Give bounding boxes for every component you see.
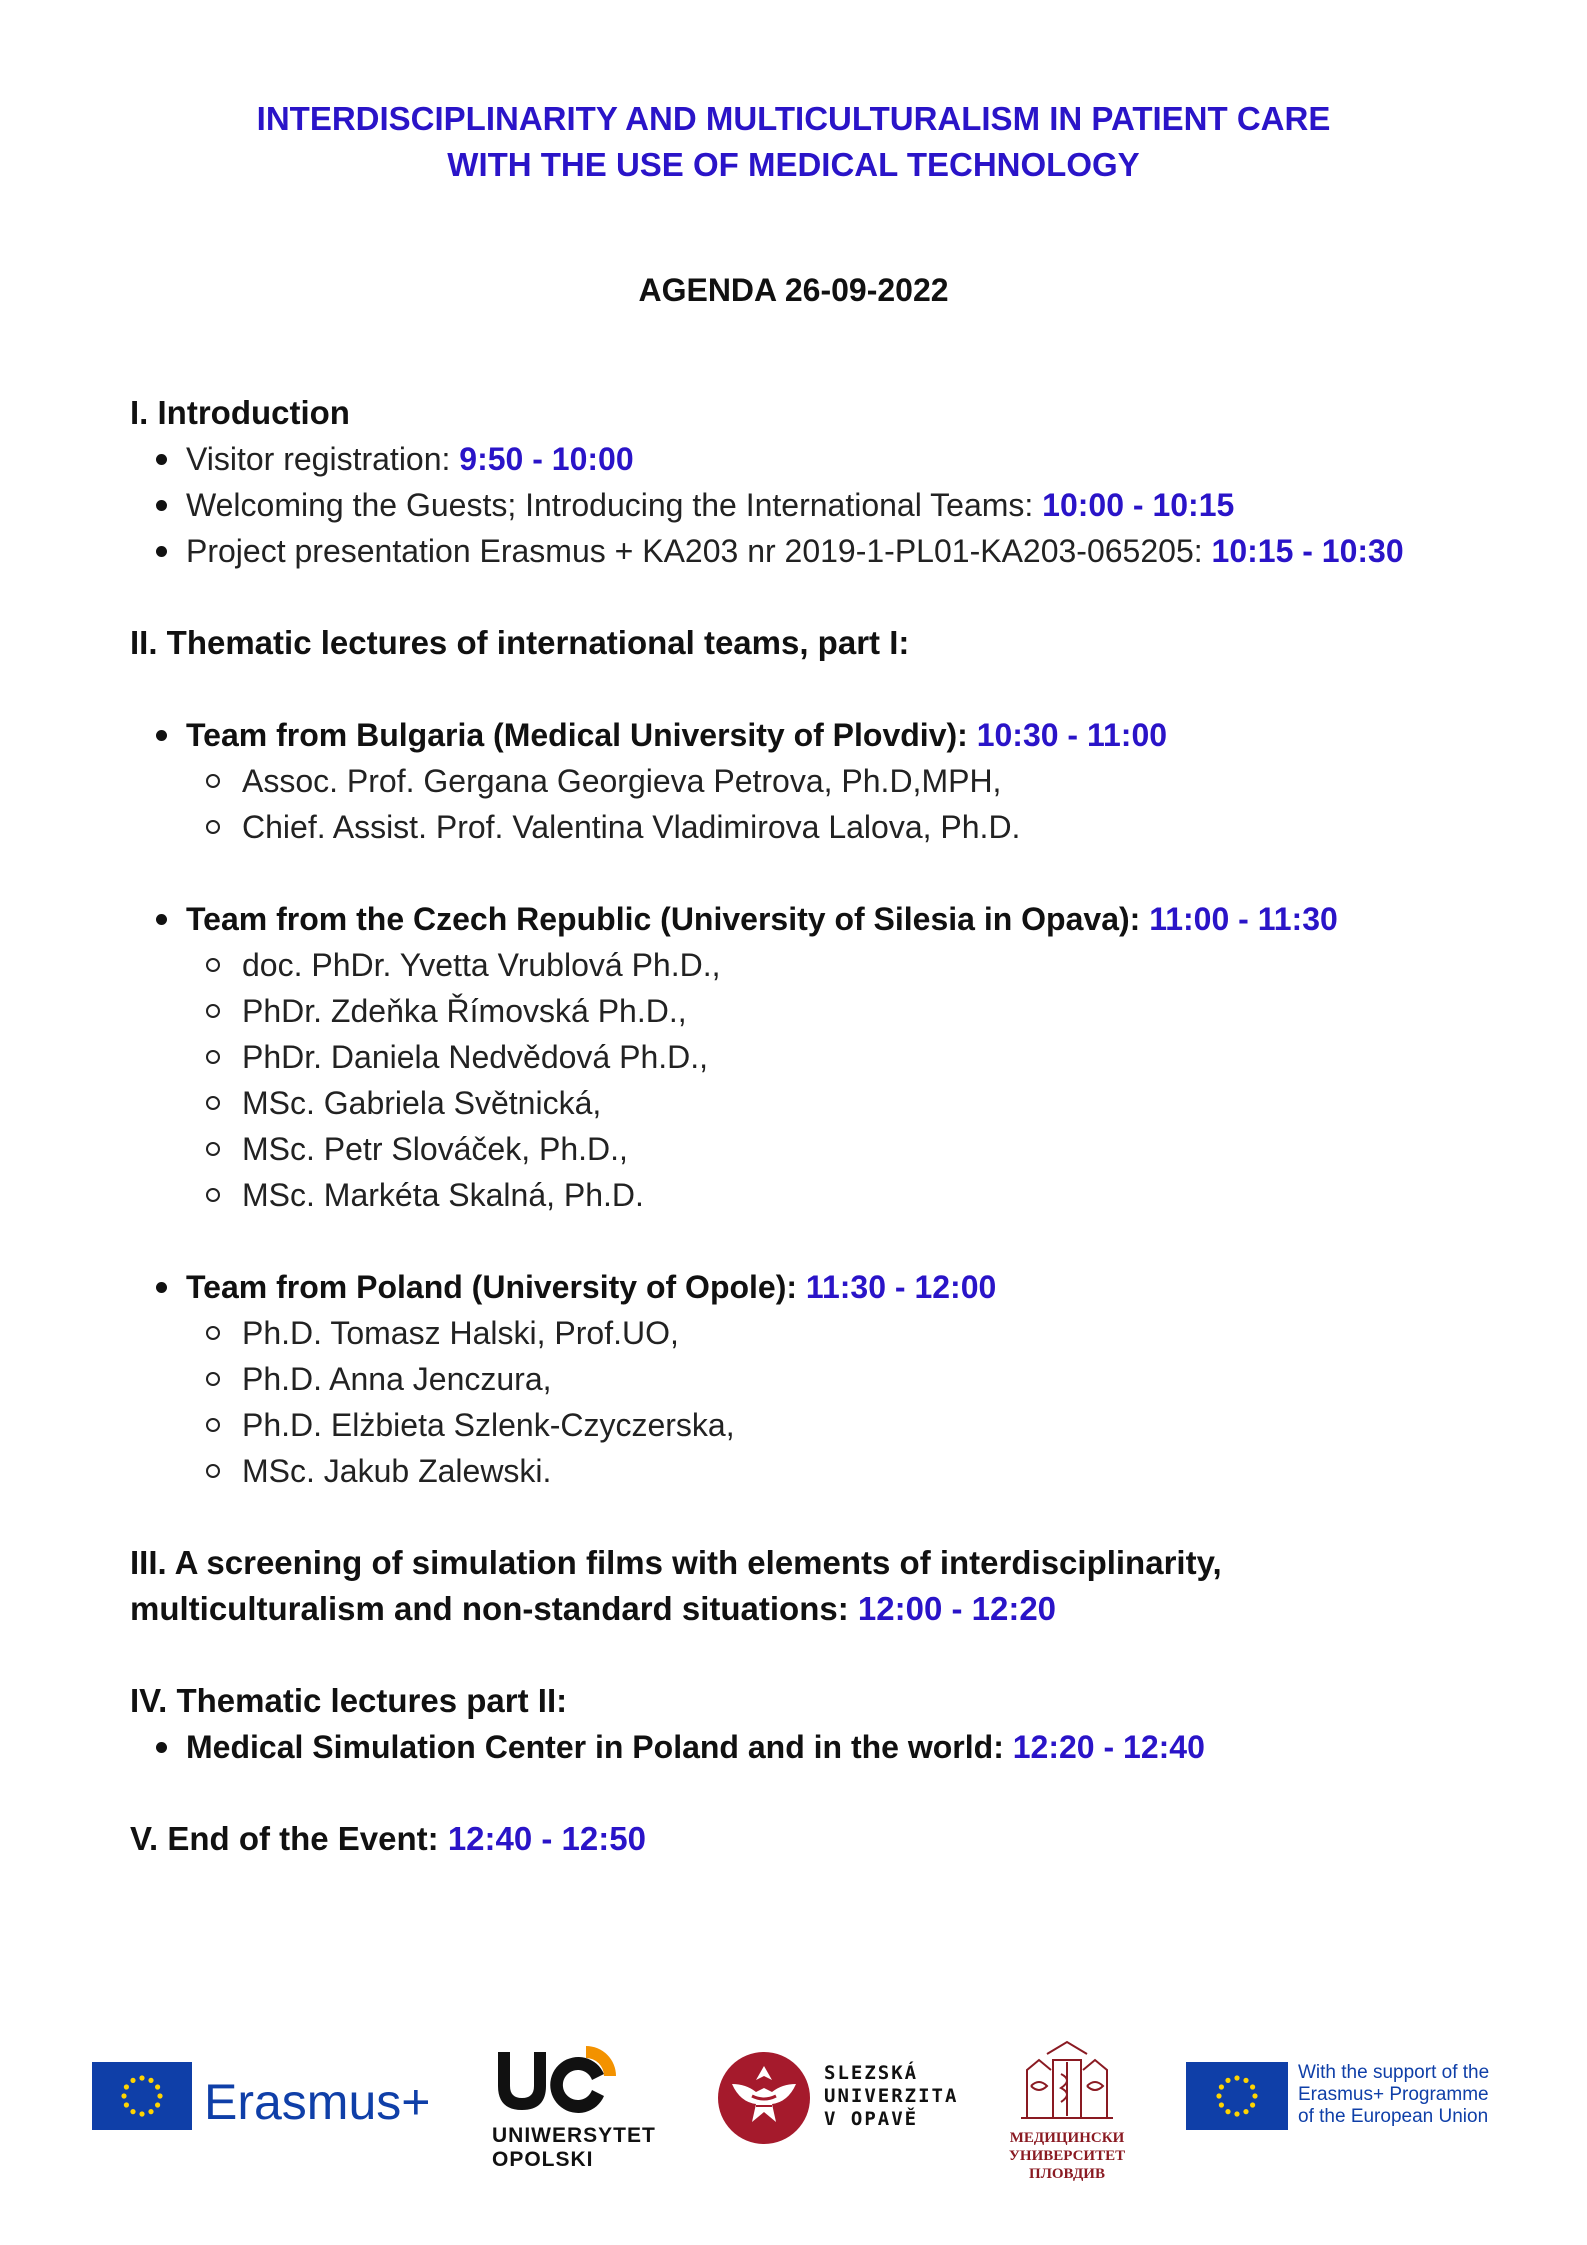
agenda-content bbox=[130, 390, 1530, 1862]
screening-text: multiculturalism and non-standard situations: bbox=[130, 1590, 858, 1627]
team-label: Team from Bulgaria (Medical University of Plovdiv): bbox=[186, 717, 977, 753]
silesia-name-line3: V OPAVĚ bbox=[824, 2108, 919, 2130]
eu-support-line1: With the support of the bbox=[1298, 2062, 1490, 2083]
time-slot: 11:00 - 11:30 bbox=[1149, 901, 1338, 937]
plovdiv-crest-icon bbox=[1017, 2040, 1117, 2124]
eu-support-line2: Erasmus+ Programme bbox=[1298, 2084, 1489, 2105]
team-list-poland bbox=[130, 1264, 1530, 1494]
team-item-poland bbox=[130, 1264, 1530, 1494]
eu-flag-icon bbox=[92, 2062, 192, 2130]
partner-logos bbox=[0, 2040, 1587, 2200]
team-item-bulgaria bbox=[130, 712, 1530, 850]
member-item: Ph.D. Elżbieta Szlenk-Czyczerska, bbox=[186, 1402, 1530, 1448]
member-item: MSc. Petr Slováček, Ph.D., bbox=[186, 1126, 1530, 1172]
uo-name-line2: OPOLSKI bbox=[492, 2148, 594, 2171]
silesian-eagle-icon bbox=[716, 2050, 812, 2146]
time-slot: 10:15 - 10:30 bbox=[1211, 533, 1404, 569]
member-item: doc. PhDr. Yvetta Vrublová Ph.D., bbox=[186, 942, 1530, 988]
erasmus-wordmark: Erasmus+ bbox=[204, 2074, 431, 2130]
section-screening-line2 bbox=[130, 1586, 1530, 1632]
plovdiv-name-line3: ПЛОВДИВ bbox=[1029, 2166, 1105, 2182]
member-item: Ph.D. Tomasz Halski, Prof.UO, bbox=[186, 1310, 1530, 1356]
team-label: Team from the Czech Republic (University of Silesia in Opava): bbox=[186, 901, 1150, 937]
eu-support-logo bbox=[1186, 2060, 1526, 2140]
plovdiv-name-line1: МЕДИЦИНСКИ bbox=[1009, 2130, 1125, 2146]
uo-name-line1: UNIWERSYTET bbox=[492, 2124, 656, 2147]
member-list bbox=[186, 758, 1530, 850]
member-list bbox=[186, 942, 1530, 1218]
time-slot: 11:30 - 12:00 bbox=[805, 1269, 997, 1305]
eu-flag-icon bbox=[1186, 2062, 1288, 2130]
member-item: MSc. Gabriela Světnická, bbox=[186, 1080, 1530, 1126]
item-text: Welcoming the Guests; Introducing the International Teams: bbox=[186, 487, 1043, 523]
item-text: Visitor registration: bbox=[186, 441, 460, 477]
section-lectures2-heading: IV. Thematic lectures part II: bbox=[130, 1682, 568, 1719]
time-slot: 10:00 - 10:15 bbox=[1042, 487, 1235, 523]
medical-university-plovdiv-logo bbox=[1002, 2040, 1132, 2200]
eu-stars-icon bbox=[92, 2062, 192, 2130]
member-item: PhDr. Zdeňka Římovská Ph.D., bbox=[186, 988, 1530, 1034]
erasmus-logo bbox=[92, 2060, 432, 2140]
team-list-bulgaria bbox=[130, 712, 1530, 850]
eu-stars-icon bbox=[1186, 2062, 1288, 2130]
section-end-heading bbox=[130, 1816, 1530, 1862]
time-slot: 12:00 - 12:20 bbox=[857, 1590, 1057, 1627]
member-item: Assoc. Prof. Gergana Georgieva Petrova, Ph.D,MPH, bbox=[186, 758, 1530, 804]
section-screening-line1: III. A screening of simulation films with elements of interdisciplinarity, bbox=[130, 1544, 1222, 1581]
item-text: Medical Simulation Center in Poland and in the world: bbox=[186, 1729, 1013, 1765]
uniwersytet-opolski-logo bbox=[490, 2040, 680, 2190]
lectures2-list bbox=[130, 1724, 1530, 1770]
end-text: V. End of the Event: bbox=[130, 1820, 448, 1857]
team-list-czech bbox=[130, 896, 1530, 1218]
silesia-name-line1: SLEZSKÁ bbox=[824, 2062, 919, 2084]
time-slot: 9:50 - 10:00 bbox=[459, 441, 634, 477]
member-item: Chief. Assist. Prof. Valentina Vladimirova Lalova, Ph.D. bbox=[186, 804, 1530, 850]
introduction-list bbox=[130, 436, 1530, 574]
member-item: MSc. Jakub Zalewski. bbox=[186, 1448, 1530, 1494]
uo-monogram-icon bbox=[492, 2040, 622, 2116]
silesia-name-line2: UNIVERZITA bbox=[824, 2085, 959, 2107]
agenda-date: AGENDA 26-09-2022 bbox=[638, 272, 949, 308]
item-text: Project presentation Erasmus + KA203 nr 2019-1-PL01-KA203-065205: bbox=[186, 533, 1212, 569]
plovdiv-name-line2: УНИВЕРСИТЕТ bbox=[1008, 2148, 1126, 2164]
team-label: Team from Poland (University of Opole): bbox=[186, 1269, 806, 1305]
eu-support-line3: of the European Union bbox=[1298, 2106, 1489, 2127]
document-title-line1: INTERDISCIPLINARITY AND MULTICULTURALISM IN PATIENT CARE bbox=[256, 100, 1331, 137]
slezska-univerzita-logo bbox=[716, 2050, 976, 2160]
list-item bbox=[130, 1724, 1530, 1770]
member-list bbox=[186, 1310, 1530, 1494]
member-item: Ph.D. Anna Jenczura, bbox=[186, 1356, 1530, 1402]
member-item: MSc. Markéta Skalná, Ph.D. bbox=[186, 1172, 1530, 1218]
member-item: PhDr. Daniela Nedvědová Ph.D., bbox=[186, 1034, 1530, 1080]
time-slot: 12:20 - 12:40 bbox=[1012, 1729, 1205, 1765]
section-lectures-heading: II. Thematic lectures of international teams, part I: bbox=[130, 624, 910, 661]
document-title-line2: WITH THE USE OF MEDICAL TECHNOLOGY bbox=[447, 146, 1140, 183]
time-slot: 10:30 - 11:00 bbox=[976, 717, 1168, 753]
time-slot: 12:40 - 12:50 bbox=[447, 1820, 646, 1857]
list-item bbox=[130, 482, 1530, 528]
list-item bbox=[130, 436, 1530, 482]
list-item bbox=[130, 528, 1530, 574]
team-item-czech bbox=[130, 896, 1530, 1218]
section-introduction-heading: I. Introduction bbox=[130, 394, 350, 431]
